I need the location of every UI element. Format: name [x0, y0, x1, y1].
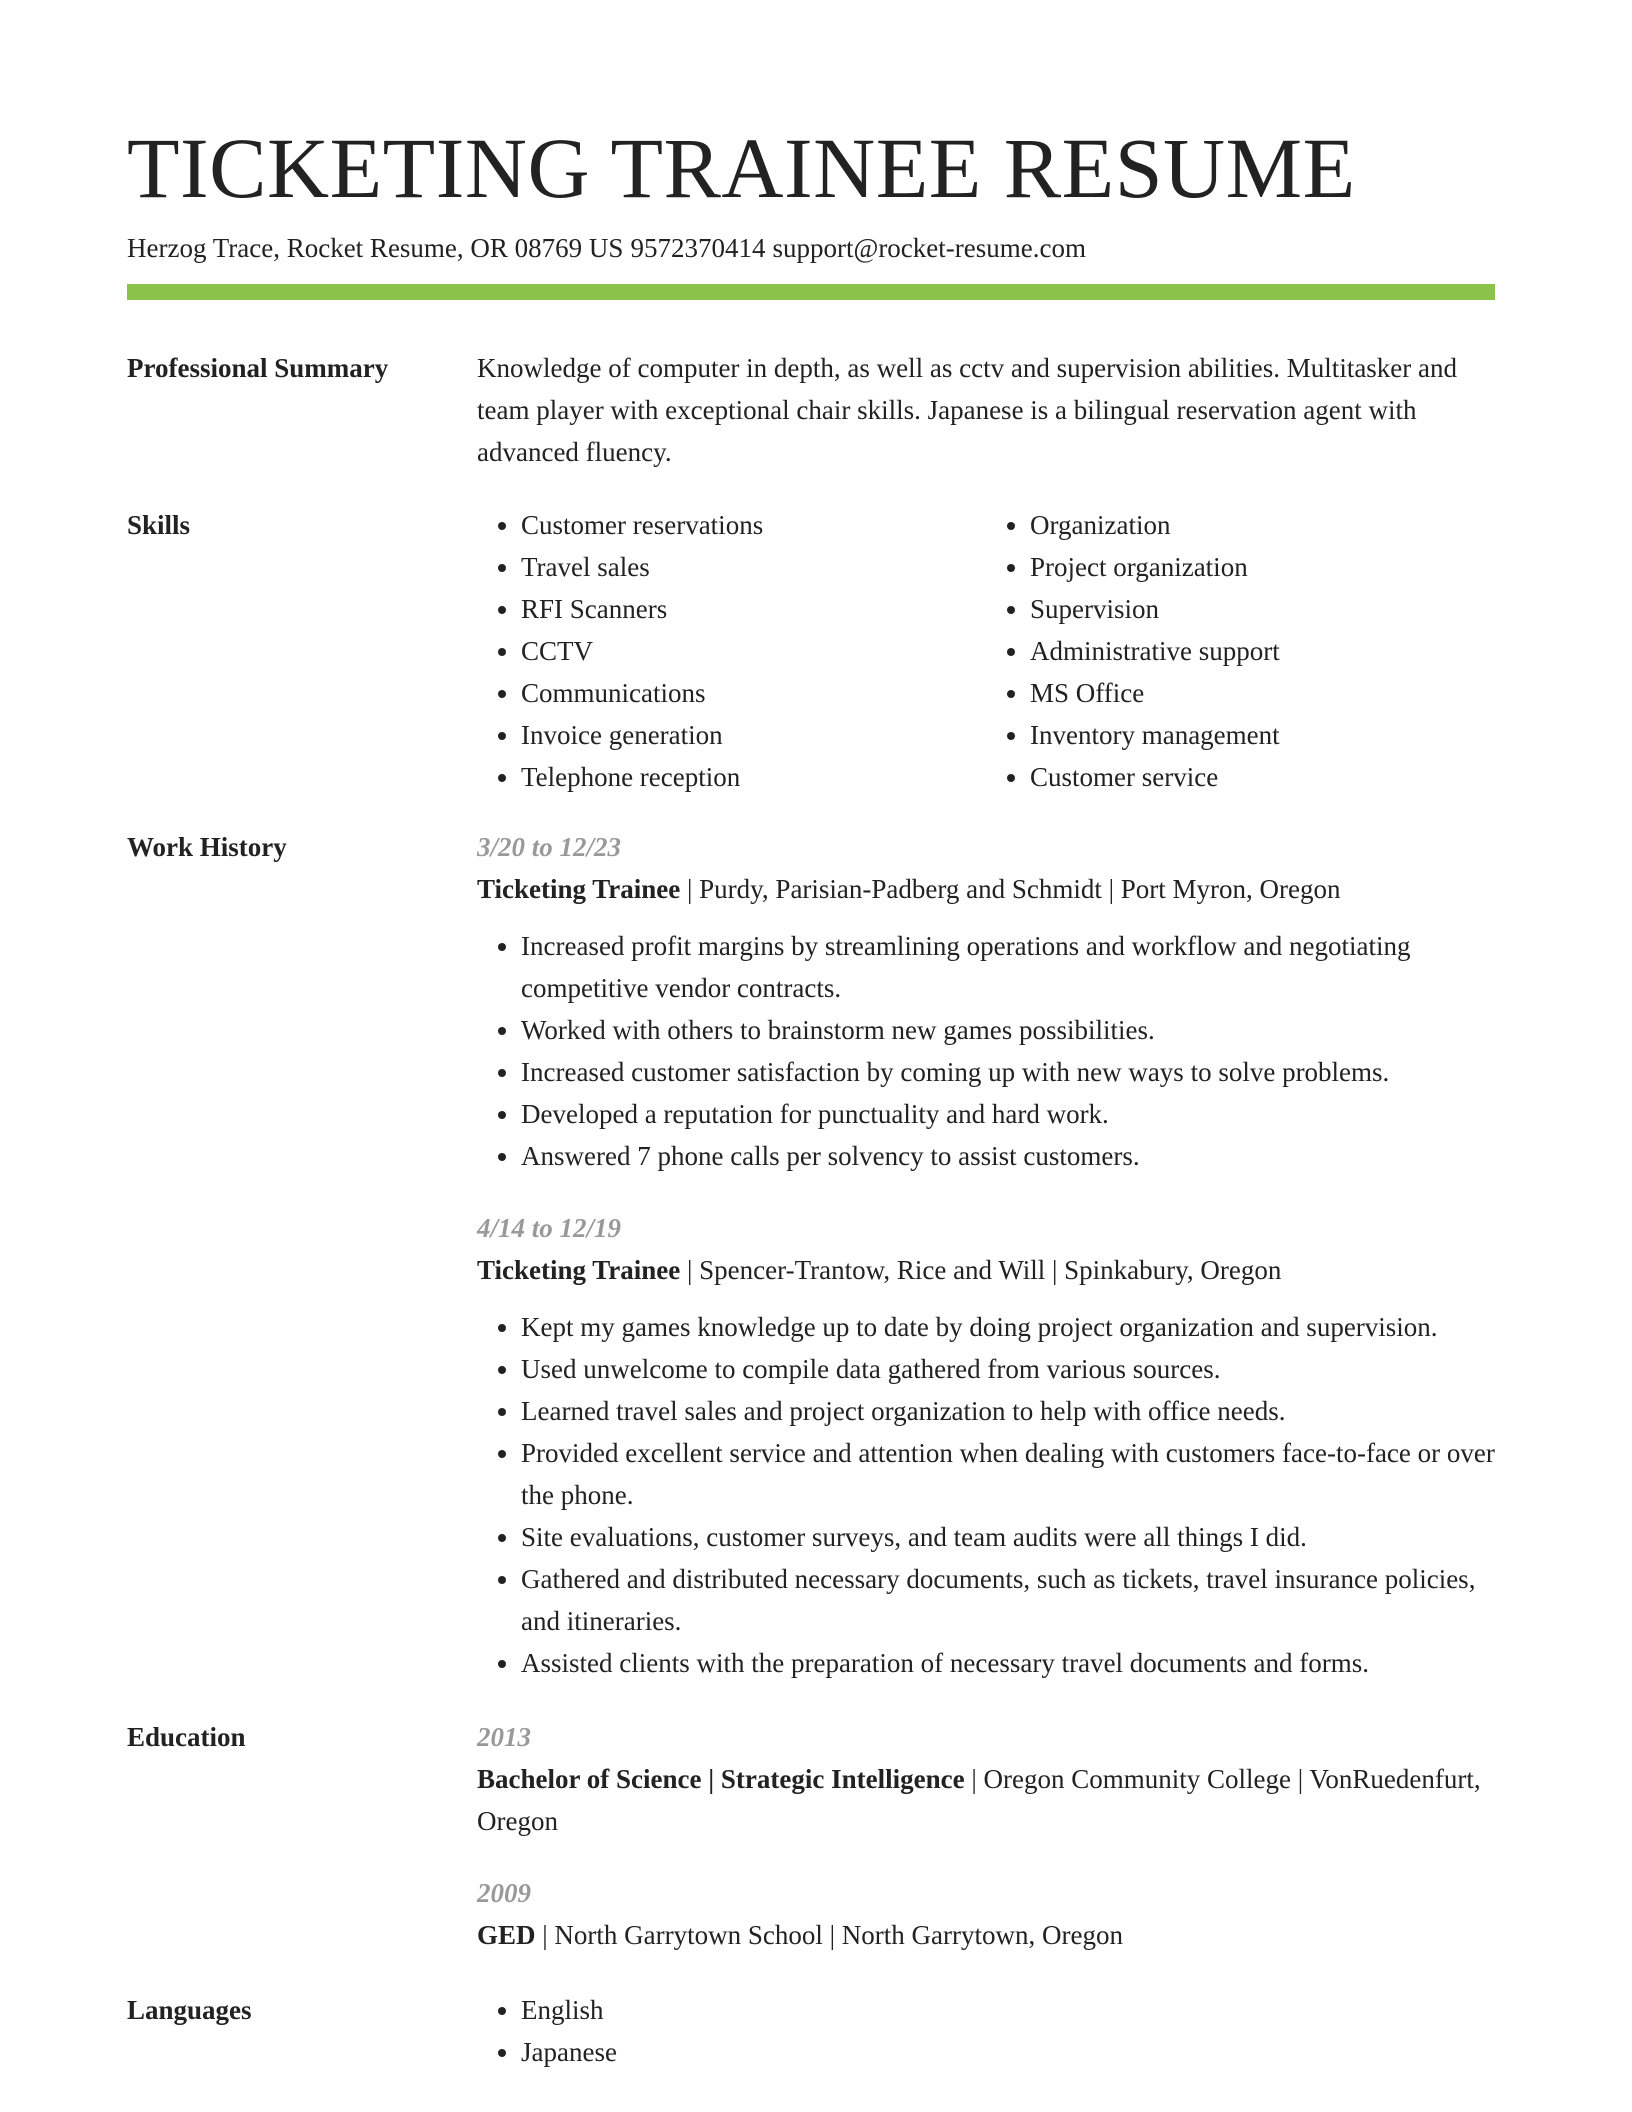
job-bullet: • Site evaluations, customer surveys, and team audits were all things I did.	[521, 1516, 1495, 1558]
skill-item: • RFI Scanners	[521, 588, 986, 630]
job-bullet: • Developed a reputation for punctuality and hard work.	[521, 1093, 1495, 1135]
education-heading	[477, 1914, 1495, 1956]
contact-phone: 9572370414	[630, 233, 766, 263]
job-entry	[477, 1207, 1495, 1684]
job-details: | Purdy, Parisian-Padberg and Schmidt | Port Myron, Oregon	[687, 874, 1341, 904]
job-dates: 4/14 to 12/19	[477, 1213, 622, 1243]
skills-column-2	[986, 504, 1495, 798]
education-degree: GED	[477, 1920, 536, 1950]
job-bullet: • Answered 7 phone calls per solvency to assist customers.	[521, 1135, 1495, 1177]
skill-item: • Customer service	[1030, 756, 1495, 798]
job-heading	[477, 868, 1495, 910]
contact-email: support@rocket-resume.com	[772, 233, 1086, 263]
summary-text: Knowledge of computer in depth, as well as cctv and supervision abilities. Multitasker and team player with exceptional chair skills. Japanese is a bilingual reservation agent with advanced fluency.	[477, 353, 1458, 467]
skills-column-1	[477, 504, 986, 798]
header-divider	[127, 284, 1495, 300]
skill-item: • Inventory management	[1030, 714, 1495, 756]
skill-item: • Project organization	[1030, 546, 1495, 588]
education-body	[477, 1716, 1495, 1956]
contact-line	[127, 230, 1093, 266]
skill-item: • Supervision	[1030, 588, 1495, 630]
work-history-body	[477, 826, 1495, 1684]
job-details: | Spencer-Trantow, Rice and Will | Spinkabury, Oregon	[687, 1255, 1282, 1285]
job-dates: 3/20 to 12/23	[477, 832, 622, 862]
education-degree: Bachelor of Science | Strategic Intelligence	[477, 1764, 965, 1794]
work-history-label: Work History	[127, 832, 287, 862]
language-item: • Japanese	[521, 2031, 1495, 2073]
job-title: Ticketing Trainee	[477, 874, 681, 904]
job-bullet: • Increased profit margins by streamlining operations and workflow and negotiating competitive vendor contracts.	[521, 925, 1495, 1009]
languages-list	[477, 1989, 1495, 2073]
education-entry	[477, 1872, 1495, 1956]
skill-item: • MS Office	[1030, 672, 1495, 714]
skills-body	[477, 504, 1495, 798]
skill-item: • CCTV	[521, 630, 986, 672]
skill-item: • Customer reservations	[521, 504, 986, 546]
job-bullets	[477, 925, 1495, 1177]
job-bullet: • Used unwelcome to compile data gathered from various sources.	[521, 1348, 1495, 1390]
job-bullet: • Learned travel sales and project organization to help with office needs.	[521, 1390, 1495, 1432]
job-bullet: • Provided excellent service and attention when dealing with customers face-to-face or over the phone.	[521, 1432, 1495, 1516]
job-bullet: • Increased customer satisfaction by coming up with new ways to solve problems.	[521, 1051, 1495, 1093]
education-label: Education	[127, 1722, 246, 1752]
job-heading	[477, 1249, 1495, 1291]
education-year: 2013	[477, 1722, 531, 1752]
skill-item: • Travel sales	[521, 546, 986, 588]
job-bullets	[477, 1306, 1495, 1684]
job-title: Ticketing Trainee	[477, 1255, 681, 1285]
education-heading	[477, 1758, 1495, 1842]
education-details: | North Garrytown School | North Garrytown, Oregon	[542, 1920, 1123, 1950]
education-entry	[477, 1716, 1495, 1842]
summary-label: Professional Summary	[127, 353, 389, 383]
skill-item: • Telephone reception	[521, 756, 986, 798]
education-details: | Oregon Community College | VonRuedenfurt, Oregon	[477, 1764, 1481, 1836]
skill-item: • Administrative support	[1030, 630, 1495, 672]
languages-body	[477, 1989, 1495, 2073]
skills-label: Skills	[127, 510, 191, 540]
job-bullet: • Kept my games knowledge up to date by doing project organization and supervision.	[521, 1306, 1495, 1348]
skill-item: • Invoice generation	[521, 714, 986, 756]
job-bullet: • Worked with others to brainstorm new games possibilities.	[521, 1009, 1495, 1051]
languages-label: Languages	[127, 1995, 252, 2025]
education-year: 2009	[477, 1878, 531, 1908]
resume-title: TICKETING TRAINEE RESUME	[127, 120, 1356, 216]
contact-address: Herzog Trace, Rocket Resume, OR 08769 US	[127, 233, 624, 263]
language-item: • English	[521, 1989, 1495, 2031]
skill-item: • Organization	[1030, 504, 1495, 546]
job-entry	[477, 826, 1495, 1177]
skill-item: • Communications	[521, 672, 986, 714]
job-bullet: • Assisted clients with the preparation of necessary travel documents and forms.	[521, 1642, 1495, 1684]
job-bullet: • Gathered and distributed necessary documents, such as tickets, travel insurance policies, and itineraries.	[521, 1558, 1495, 1642]
